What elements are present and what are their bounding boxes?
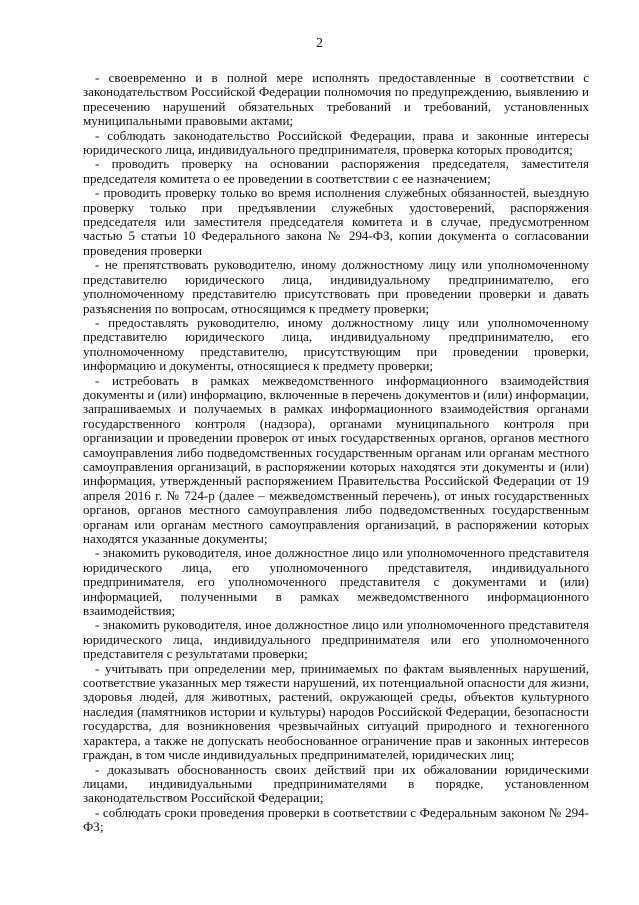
paragraph: - знакомить руководителя, иное должностное лицо или уполномоченного представителя юридического лица, индивидуального предпринимателя или его уполномоченного представителя с результатами проверки;: [83, 617, 589, 662]
paragraph: - истребовать в рамках межведомственного информационного взаимодействия документы и (или) информацию, включенные в перечень документов и (или) информации, запрашиваемых и получаемых в рамках информационного взаимодействия органами государственного контроля (надзора), органами муниципального контроля при организации и проведении проверок от иных государственных органов, органов местного самоуправления либо подведомственных государственным органам или органам местного самоуправления организаций, в распоряжении которых находятся эти документы и (или) информация, утвержденный распоряжением Правительства Российской Федерации от 19 апреля 2016 г. № 724-р (далее – межведомственный перечень), от иных государственных органов, органов местного самоуправления либо подведомственных государственным органам или органам местного самоуправления организаций, в распоряжении которых находятся указанные документы;: [83, 372, 589, 546]
paragraph: - доказывать обоснованность своих действий при их обжаловании юридическими лицами, индивидуальными предпринимателями в порядке, установленном законодательством Российской Федерации;: [83, 761, 589, 806]
document-body: [83, 71, 589, 835]
page-number: 2: [316, 36, 323, 51]
paragraph: - проводить проверку только во время исполнения служебных обязанностей, выездную проверку только при предъявлении служебных удостоверений, распоряжения председателя или заместителя председателя комитета и в случае, предусмотренном частью 5 статьи 10 Федерального закона № 294-ФЗ, копии документа о согласовании проведения проверки: [83, 185, 589, 258]
paragraph: - проводить проверку на основании распоряжения председателя, заместителя председателя комитета о ее проведении в соответствии с ее назначением;: [83, 156, 589, 186]
paragraph: - не препятствовать руководителю, иному должностному лицу или уполномоченному представителю юридического лица, индивидуальному предпринимателю, его уполномоченному представителю присутствовать при проведении проверки и давать разъяснения по вопросам, относящимся к предмету проверки;: [83, 257, 589, 316]
paragraph: - знакомить руководителя, иное должностное лицо или уполномоченного представителя юридического лица, его уполномоченного представителя, индивидуального предпринимателя, его уполномоченного представителя с документами и (или) информацией, полученными в рамках межведомственного информационного взаимодействия;: [83, 545, 589, 619]
paragraph: - учитывать при определении мер, принимаемых по фактам выявленных нарушений, соответствие указанных мер тяжести нарушений, их потенциальной опасности для жизни, здоровья людей, для животных, растений, окружающей среды, объектов культурного наследия (памятников истории и культуры) народов Российской Федерации, безопасности государства, для возникновения чрезвычайных ситуаций природного и техногенного характера, а также не допускать необоснованное ограничение прав и законных интересов граждан, в том числе индивидуальных предпринимателей, юридических лиц;: [83, 660, 589, 763]
paragraph: - предоставлять руководителю, иному должностному лицу или уполномоченному представителю юридического лица, индивидуальному предпринимателю, его уполномоченному представителю, присутствующим при проведении проверки, информацию и документы, относящиеся к предмету проверки;: [83, 314, 589, 374]
paragraph: - соблюдать сроки проведения проверки в соответствии с Федеральным законом № 294-ФЗ;: [83, 804, 589, 835]
paragraph: - своевременно и в полной мере исполнять предоставленные в соответствии с законодательством Российской Федерации полномочия по предупреждению, выявлению и пресечению нарушений обязательных требований и требований, установленных муниципальными правовыми актами;: [83, 70, 589, 129]
paragraph: - соблюдать законодательство Российской Федерации, права и законные интересы юридического лица, индивидуального предпринимателя, проверка которых проводится;: [83, 127, 589, 158]
